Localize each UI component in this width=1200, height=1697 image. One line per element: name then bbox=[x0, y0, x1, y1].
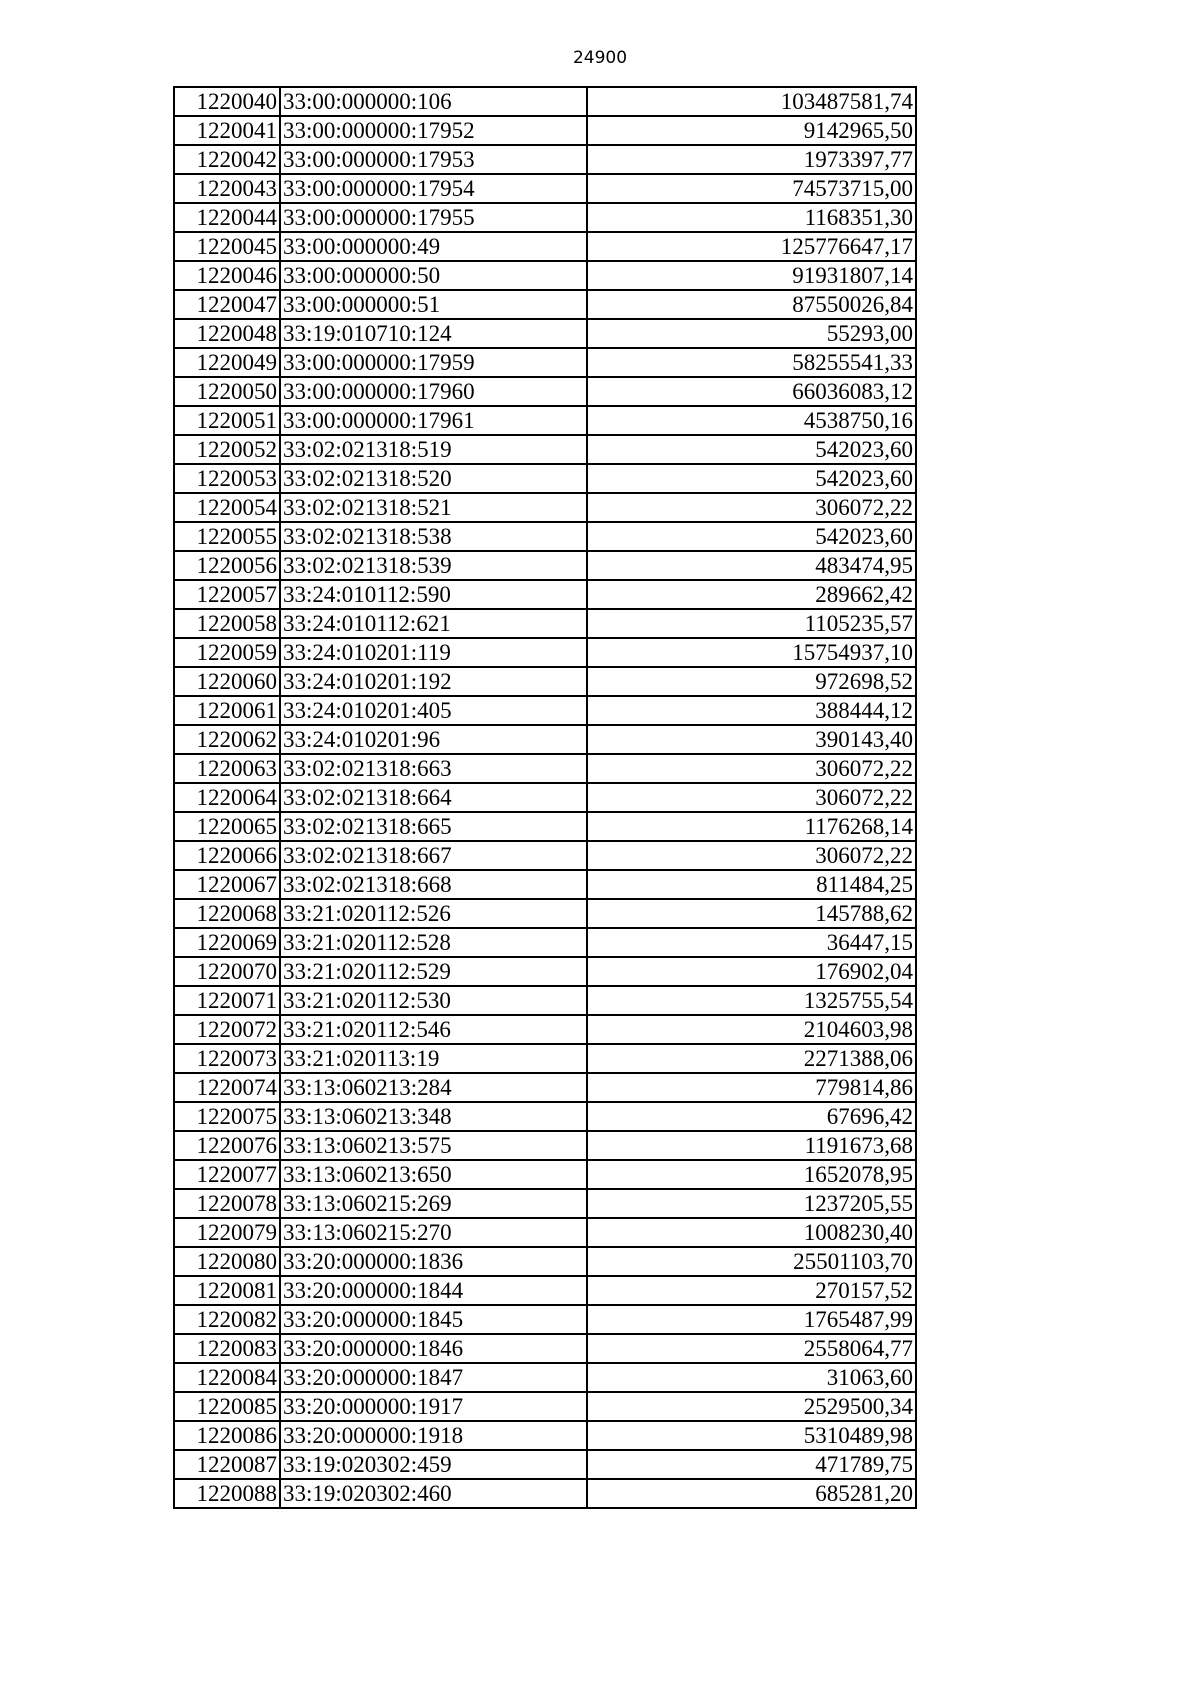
table-row bbox=[174, 348, 916, 377]
row-id-cell: 1220066 bbox=[174, 841, 280, 870]
cadastral-value-cell: 306072,22 bbox=[587, 754, 916, 783]
cadastral-number-cell: 33:24:010112:621 bbox=[280, 609, 587, 638]
cadastral-value-cell: 1973397,77 bbox=[587, 145, 916, 174]
cadastral-number-cell: 33:24:010201:192 bbox=[280, 667, 587, 696]
cadastral-value-cell: 74573715,00 bbox=[587, 174, 916, 203]
cadastral-number-cell: 33:02:021318:668 bbox=[280, 870, 587, 899]
table-row bbox=[174, 696, 916, 725]
table-row bbox=[174, 783, 916, 812]
page-number: 24900 bbox=[572, 48, 628, 68]
cadastral-number-cell: 33:20:000000:1846 bbox=[280, 1334, 587, 1363]
row-id-cell: 1220073 bbox=[174, 1044, 280, 1073]
table-row bbox=[174, 609, 916, 638]
cadastral-value-cell: 1008230,40 bbox=[587, 1218, 916, 1247]
row-id-cell: 1220046 bbox=[174, 261, 280, 290]
row-id-cell: 1220080 bbox=[174, 1247, 280, 1276]
row-id-cell: 1220065 bbox=[174, 812, 280, 841]
row-id-cell: 1220048 bbox=[174, 319, 280, 348]
cadastral-number-cell: 33:02:021318:520 bbox=[280, 464, 587, 493]
cadastral-number-cell: 33:21:020112:530 bbox=[280, 986, 587, 1015]
cadastral-number-cell: 33:13:060213:284 bbox=[280, 1073, 587, 1102]
cadastral-number-cell: 33:13:060215:269 bbox=[280, 1189, 587, 1218]
cadastral-value-cell: 1652078,95 bbox=[587, 1160, 916, 1189]
row-id-cell: 1220088 bbox=[174, 1479, 280, 1508]
row-id-cell: 1220071 bbox=[174, 986, 280, 1015]
row-id-cell: 1220079 bbox=[174, 1218, 280, 1247]
cadastral-number-cell: 33:20:000000:1917 bbox=[280, 1392, 587, 1421]
table-row bbox=[174, 290, 916, 319]
cadastral-number-cell: 33:00:000000:17953 bbox=[280, 145, 587, 174]
cadastral-number-cell: 33:20:000000:1845 bbox=[280, 1305, 587, 1334]
table-row bbox=[174, 1073, 916, 1102]
cadastral-value-cell: 1168351,30 bbox=[587, 203, 916, 232]
row-id-cell: 1220045 bbox=[174, 232, 280, 261]
row-id-cell: 1220063 bbox=[174, 754, 280, 783]
cadastral-number-cell: 33:24:010201:405 bbox=[280, 696, 587, 725]
table-row bbox=[174, 261, 916, 290]
row-id-cell: 1220070 bbox=[174, 957, 280, 986]
cadastral-value-cell: 58255541,33 bbox=[587, 348, 916, 377]
cadastral-value-cell: 91931807,14 bbox=[587, 261, 916, 290]
row-id-cell: 1220076 bbox=[174, 1131, 280, 1160]
table-row bbox=[174, 754, 916, 783]
cadastral-number-cell: 33:20:000000:1918 bbox=[280, 1421, 587, 1450]
cadastral-number-cell: 33:20:000000:1847 bbox=[280, 1363, 587, 1392]
cadastral-value-cell: 145788,62 bbox=[587, 899, 916, 928]
cadastral-number-cell: 33:00:000000:17954 bbox=[280, 174, 587, 203]
cadastral-number-cell: 33:20:000000:1836 bbox=[280, 1247, 587, 1276]
cadastral-number-cell: 33:24:010112:590 bbox=[280, 580, 587, 609]
cadastral-value-cell: 390143,40 bbox=[587, 725, 916, 754]
row-id-cell: 1220081 bbox=[174, 1276, 280, 1305]
table-row bbox=[174, 116, 916, 145]
cadastral-value-cell: 811484,25 bbox=[587, 870, 916, 899]
cadastral-number-cell: 33:02:021318:664 bbox=[280, 783, 587, 812]
row-id-cell: 1220069 bbox=[174, 928, 280, 957]
table-row bbox=[174, 1247, 916, 1276]
cadastral-value-cell: 542023,60 bbox=[587, 464, 916, 493]
cadastral-value-cell: 87550026,84 bbox=[587, 290, 916, 319]
row-id-cell: 1220058 bbox=[174, 609, 280, 638]
cadastral-value-cell: 15754937,10 bbox=[587, 638, 916, 667]
row-id-cell: 1220077 bbox=[174, 1160, 280, 1189]
row-id-cell: 1220044 bbox=[174, 203, 280, 232]
row-id-cell: 1220075 bbox=[174, 1102, 280, 1131]
cadastral-number-cell: 33:00:000000:51 bbox=[280, 290, 587, 319]
cadastral-value-cell: 5310489,98 bbox=[587, 1421, 916, 1450]
row-id-cell: 1220053 bbox=[174, 464, 280, 493]
row-id-cell: 1220049 bbox=[174, 348, 280, 377]
cadastral-number-cell: 33:00:000000:17960 bbox=[280, 377, 587, 406]
cadastral-number-cell: 33:24:010201:96 bbox=[280, 725, 587, 754]
cadastral-value-cell: 2271388,06 bbox=[587, 1044, 916, 1073]
cadastral-number-cell: 33:02:021318:663 bbox=[280, 754, 587, 783]
cadastral-value-table bbox=[173, 86, 917, 1509]
table-row bbox=[174, 174, 916, 203]
table-row bbox=[174, 957, 916, 986]
row-id-cell: 1220085 bbox=[174, 1392, 280, 1421]
row-id-cell: 1220062 bbox=[174, 725, 280, 754]
table-row bbox=[174, 232, 916, 261]
table-row bbox=[174, 1276, 916, 1305]
row-id-cell: 1220084 bbox=[174, 1363, 280, 1392]
table-row bbox=[174, 551, 916, 580]
cadastral-value-cell: 1105235,57 bbox=[587, 609, 916, 638]
table-row bbox=[174, 1450, 916, 1479]
cadastral-value-cell: 2104603,98 bbox=[587, 1015, 916, 1044]
table-row bbox=[174, 406, 916, 435]
row-id-cell: 1220068 bbox=[174, 899, 280, 928]
cadastral-number-cell: 33:02:021318:538 bbox=[280, 522, 587, 551]
cadastral-value-cell: 542023,60 bbox=[587, 435, 916, 464]
table-row bbox=[174, 986, 916, 1015]
cadastral-number-cell: 33:00:000000:17961 bbox=[280, 406, 587, 435]
row-id-cell: 1220074 bbox=[174, 1073, 280, 1102]
cadastral-number-cell: 33:21:020112:529 bbox=[280, 957, 587, 986]
cadastral-value-cell: 471789,75 bbox=[587, 1450, 916, 1479]
row-id-cell: 1220064 bbox=[174, 783, 280, 812]
table-row bbox=[174, 928, 916, 957]
table-row bbox=[174, 1189, 916, 1218]
row-id-cell: 1220051 bbox=[174, 406, 280, 435]
cadastral-number-cell: 33:21:020113:19 bbox=[280, 1044, 587, 1073]
row-id-cell: 1220043 bbox=[174, 174, 280, 203]
row-id-cell: 1220083 bbox=[174, 1334, 280, 1363]
table-row bbox=[174, 145, 916, 174]
cadastral-number-cell: 33:19:010710:124 bbox=[280, 319, 587, 348]
cadastral-value-cell: 289662,42 bbox=[587, 580, 916, 609]
row-id-cell: 1220067 bbox=[174, 870, 280, 899]
row-id-cell: 1220082 bbox=[174, 1305, 280, 1334]
cadastral-number-cell: 33:21:020112:528 bbox=[280, 928, 587, 957]
cadastral-number-cell: 33:00:000000:17952 bbox=[280, 116, 587, 145]
table-row bbox=[174, 638, 916, 667]
row-id-cell: 1220052 bbox=[174, 435, 280, 464]
row-id-cell: 1220042 bbox=[174, 145, 280, 174]
table-row bbox=[174, 435, 916, 464]
cadastral-value-cell: 483474,95 bbox=[587, 551, 916, 580]
row-id-cell: 1220057 bbox=[174, 580, 280, 609]
cadastral-value-cell: 306072,22 bbox=[587, 783, 916, 812]
row-id-cell: 1220055 bbox=[174, 522, 280, 551]
cadastral-number-cell: 33:00:000000:106 bbox=[280, 87, 587, 116]
cadastral-number-cell: 33:21:020112:546 bbox=[280, 1015, 587, 1044]
cadastral-value-cell: 31063,60 bbox=[587, 1363, 916, 1392]
cadastral-value-cell: 306072,22 bbox=[587, 841, 916, 870]
cadastral-value-cell: 1176268,14 bbox=[587, 812, 916, 841]
cadastral-value-cell: 1765487,99 bbox=[587, 1305, 916, 1334]
table-row bbox=[174, 870, 916, 899]
cadastral-value-cell: 67696,42 bbox=[587, 1102, 916, 1131]
cadastral-number-cell: 33:00:000000:17959 bbox=[280, 348, 587, 377]
cadastral-value-cell: 1237205,55 bbox=[587, 1189, 916, 1218]
table-row bbox=[174, 377, 916, 406]
cadastral-value-cell: 685281,20 bbox=[587, 1479, 916, 1508]
cadastral-number-cell: 33:19:020302:459 bbox=[280, 1450, 587, 1479]
table-body bbox=[174, 87, 916, 1508]
cadastral-number-cell: 33:02:021318:667 bbox=[280, 841, 587, 870]
table-row bbox=[174, 667, 916, 696]
table-row bbox=[174, 1015, 916, 1044]
table-row bbox=[174, 464, 916, 493]
table-row bbox=[174, 1160, 916, 1189]
table-row bbox=[174, 203, 916, 232]
cadastral-value-cell: 2529500,34 bbox=[587, 1392, 916, 1421]
cadastral-value-cell: 1325755,54 bbox=[587, 986, 916, 1015]
cadastral-number-cell: 33:13:060213:575 bbox=[280, 1131, 587, 1160]
cadastral-value-cell: 388444,12 bbox=[587, 696, 916, 725]
table-row bbox=[174, 580, 916, 609]
cadastral-value-cell: 542023,60 bbox=[587, 522, 916, 551]
cadastral-number-cell: 33:13:060213:348 bbox=[280, 1102, 587, 1131]
row-id-cell: 1220061 bbox=[174, 696, 280, 725]
cadastral-value-cell: 55293,00 bbox=[587, 319, 916, 348]
cadastral-value-cell: 176902,04 bbox=[587, 957, 916, 986]
cadastral-number-cell: 33:13:060215:270 bbox=[280, 1218, 587, 1247]
table-row bbox=[174, 1044, 916, 1073]
cadastral-value-cell: 4538750,16 bbox=[587, 406, 916, 435]
row-id-cell: 1220047 bbox=[174, 290, 280, 319]
cadastral-value-cell: 125776647,17 bbox=[587, 232, 916, 261]
cadastral-number-cell: 33:02:021318:539 bbox=[280, 551, 587, 580]
row-id-cell: 1220086 bbox=[174, 1421, 280, 1450]
row-id-cell: 1220060 bbox=[174, 667, 280, 696]
table-row bbox=[174, 899, 916, 928]
cadastral-value-cell: 1191673,68 bbox=[587, 1131, 916, 1160]
row-id-cell: 1220056 bbox=[174, 551, 280, 580]
row-id-cell: 1220078 bbox=[174, 1189, 280, 1218]
table-row bbox=[174, 1334, 916, 1363]
row-id-cell: 1220072 bbox=[174, 1015, 280, 1044]
table-row bbox=[174, 522, 916, 551]
table-row bbox=[174, 319, 916, 348]
cadastral-number-cell: 33:13:060213:650 bbox=[280, 1160, 587, 1189]
cadastral-value-cell: 36447,15 bbox=[587, 928, 916, 957]
table-row bbox=[174, 841, 916, 870]
cadastral-number-cell: 33:24:010201:119 bbox=[280, 638, 587, 667]
row-id-cell: 1220040 bbox=[174, 87, 280, 116]
cadastral-value-cell: 270157,52 bbox=[587, 1276, 916, 1305]
table-row bbox=[174, 1392, 916, 1421]
cadastral-value-cell: 306072,22 bbox=[587, 493, 916, 522]
table-row bbox=[174, 725, 916, 754]
cadastral-value-cell: 2558064,77 bbox=[587, 1334, 916, 1363]
row-id-cell: 1220041 bbox=[174, 116, 280, 145]
cadastral-number-cell: 33:02:021318:665 bbox=[280, 812, 587, 841]
table-row bbox=[174, 1305, 916, 1334]
table-row bbox=[174, 493, 916, 522]
cadastral-value-cell: 25501103,70 bbox=[587, 1247, 916, 1276]
cadastral-number-cell: 33:00:000000:17955 bbox=[280, 203, 587, 232]
cadastral-number-cell: 33:02:021318:521 bbox=[280, 493, 587, 522]
cadastral-value-cell: 9142965,50 bbox=[587, 116, 916, 145]
cadastral-number-cell: 33:20:000000:1844 bbox=[280, 1276, 587, 1305]
table-row bbox=[174, 1479, 916, 1508]
cadastral-value-cell: 66036083,12 bbox=[587, 377, 916, 406]
cadastral-number-cell: 33:00:000000:49 bbox=[280, 232, 587, 261]
table-row bbox=[174, 812, 916, 841]
table-row bbox=[174, 87, 916, 116]
row-id-cell: 1220054 bbox=[174, 493, 280, 522]
cadastral-value-cell: 779814,86 bbox=[587, 1073, 916, 1102]
cadastral-number-cell: 33:00:000000:50 bbox=[280, 261, 587, 290]
table-row bbox=[174, 1421, 916, 1450]
cadastral-value-cell: 103487581,74 bbox=[587, 87, 916, 116]
cadastral-number-cell: 33:19:020302:460 bbox=[280, 1479, 587, 1508]
table-row bbox=[174, 1218, 916, 1247]
table-row bbox=[174, 1102, 916, 1131]
table-row bbox=[174, 1363, 916, 1392]
cadastral-number-cell: 33:02:021318:519 bbox=[280, 435, 587, 464]
cadastral-value-cell: 972698,52 bbox=[587, 667, 916, 696]
cadastral-number-cell: 33:21:020112:526 bbox=[280, 899, 587, 928]
row-id-cell: 1220087 bbox=[174, 1450, 280, 1479]
table-row bbox=[174, 1131, 916, 1160]
row-id-cell: 1220059 bbox=[174, 638, 280, 667]
row-id-cell: 1220050 bbox=[174, 377, 280, 406]
